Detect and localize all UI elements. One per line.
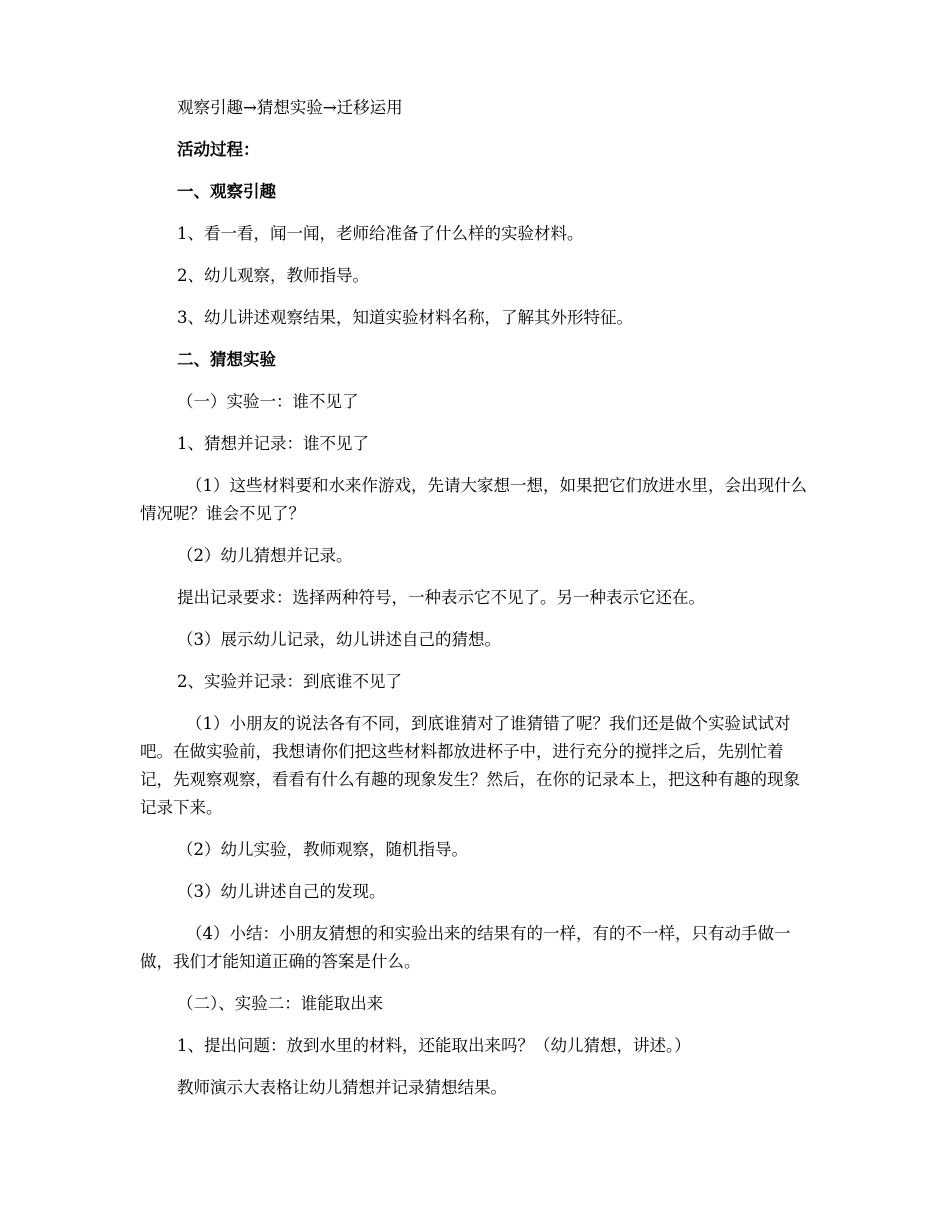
paragraph: （1）这些材料要和水来作游戏，先请大家想一想，如果把它们放进水里，会出现什么情况呢？谁会不见了？: [140, 476, 807, 523]
paragraph: （3）幼儿讲述自己的发现。: [177, 882, 386, 901]
document-body: [140, 94, 812, 1116]
paragraph: （1）小朋友的说法各有不同，到底谁猜对了谁猜错了呢？我们还是做个实验试试对吧。在做实验前，我想请你们把这些材料都放进杯子中，进行充分的搅拌之后，先别忙着记，先观察观察，看看有什么有趣的现象发生？然后，在你的记录本上，把这种有趣的现象记录下来。: [140, 714, 800, 817]
paragraph: （4）小结：小朋友猜想的和实验出来的结果有的一样，有的不一样，只有动手做一做，我们才能知道正确的答案是什么。: [140, 924, 791, 971]
paragraph: 2、幼儿观察，教师指导。: [177, 266, 369, 285]
subheading-experiment-1: （一）实验一：谁不见了: [177, 392, 359, 411]
heading-activity-process: 活动过程：: [177, 140, 260, 159]
paragraph: 1、提出问题：放到水里的材料，还能取出来吗？（幼儿猜想，讲述。）: [177, 1036, 691, 1055]
paragraph: 1、猜想并记录：谁不见了: [177, 434, 369, 453]
heading-section-1: 一、观察引趣: [177, 182, 276, 201]
paragraph: 1、看一看，闻一闻，老师给准备了什么样的实验材料。: [177, 224, 584, 243]
paragraph: （2）幼儿实验，教师观察，随机指导。: [177, 840, 468, 859]
paragraph: （2）幼儿猜想并记录。: [177, 546, 353, 565]
paragraph-flow: 观察引趣→猜想实验→迁移运用: [177, 98, 403, 117]
paragraph: 教师演示大表格让幼儿猜想并记录猜想结果。: [177, 1078, 507, 1097]
paragraph: 2、实验并记录：到底谁不见了: [177, 672, 402, 691]
paragraph: （3）展示幼儿记录，幼儿讲述自己的猜想。: [177, 630, 501, 649]
paragraph: 3、幼儿讲述观察结果，知道实验材料名称，了解其外形特征。: [177, 308, 633, 327]
paragraph: 提出记录要求：选择两种符号，一种表示它不见了。另一种表示它还在。: [177, 588, 705, 607]
subheading-experiment-2: （二）、实验二：谁能取出来: [177, 994, 384, 1013]
heading-section-2: 二、猜想实验: [177, 350, 276, 369]
